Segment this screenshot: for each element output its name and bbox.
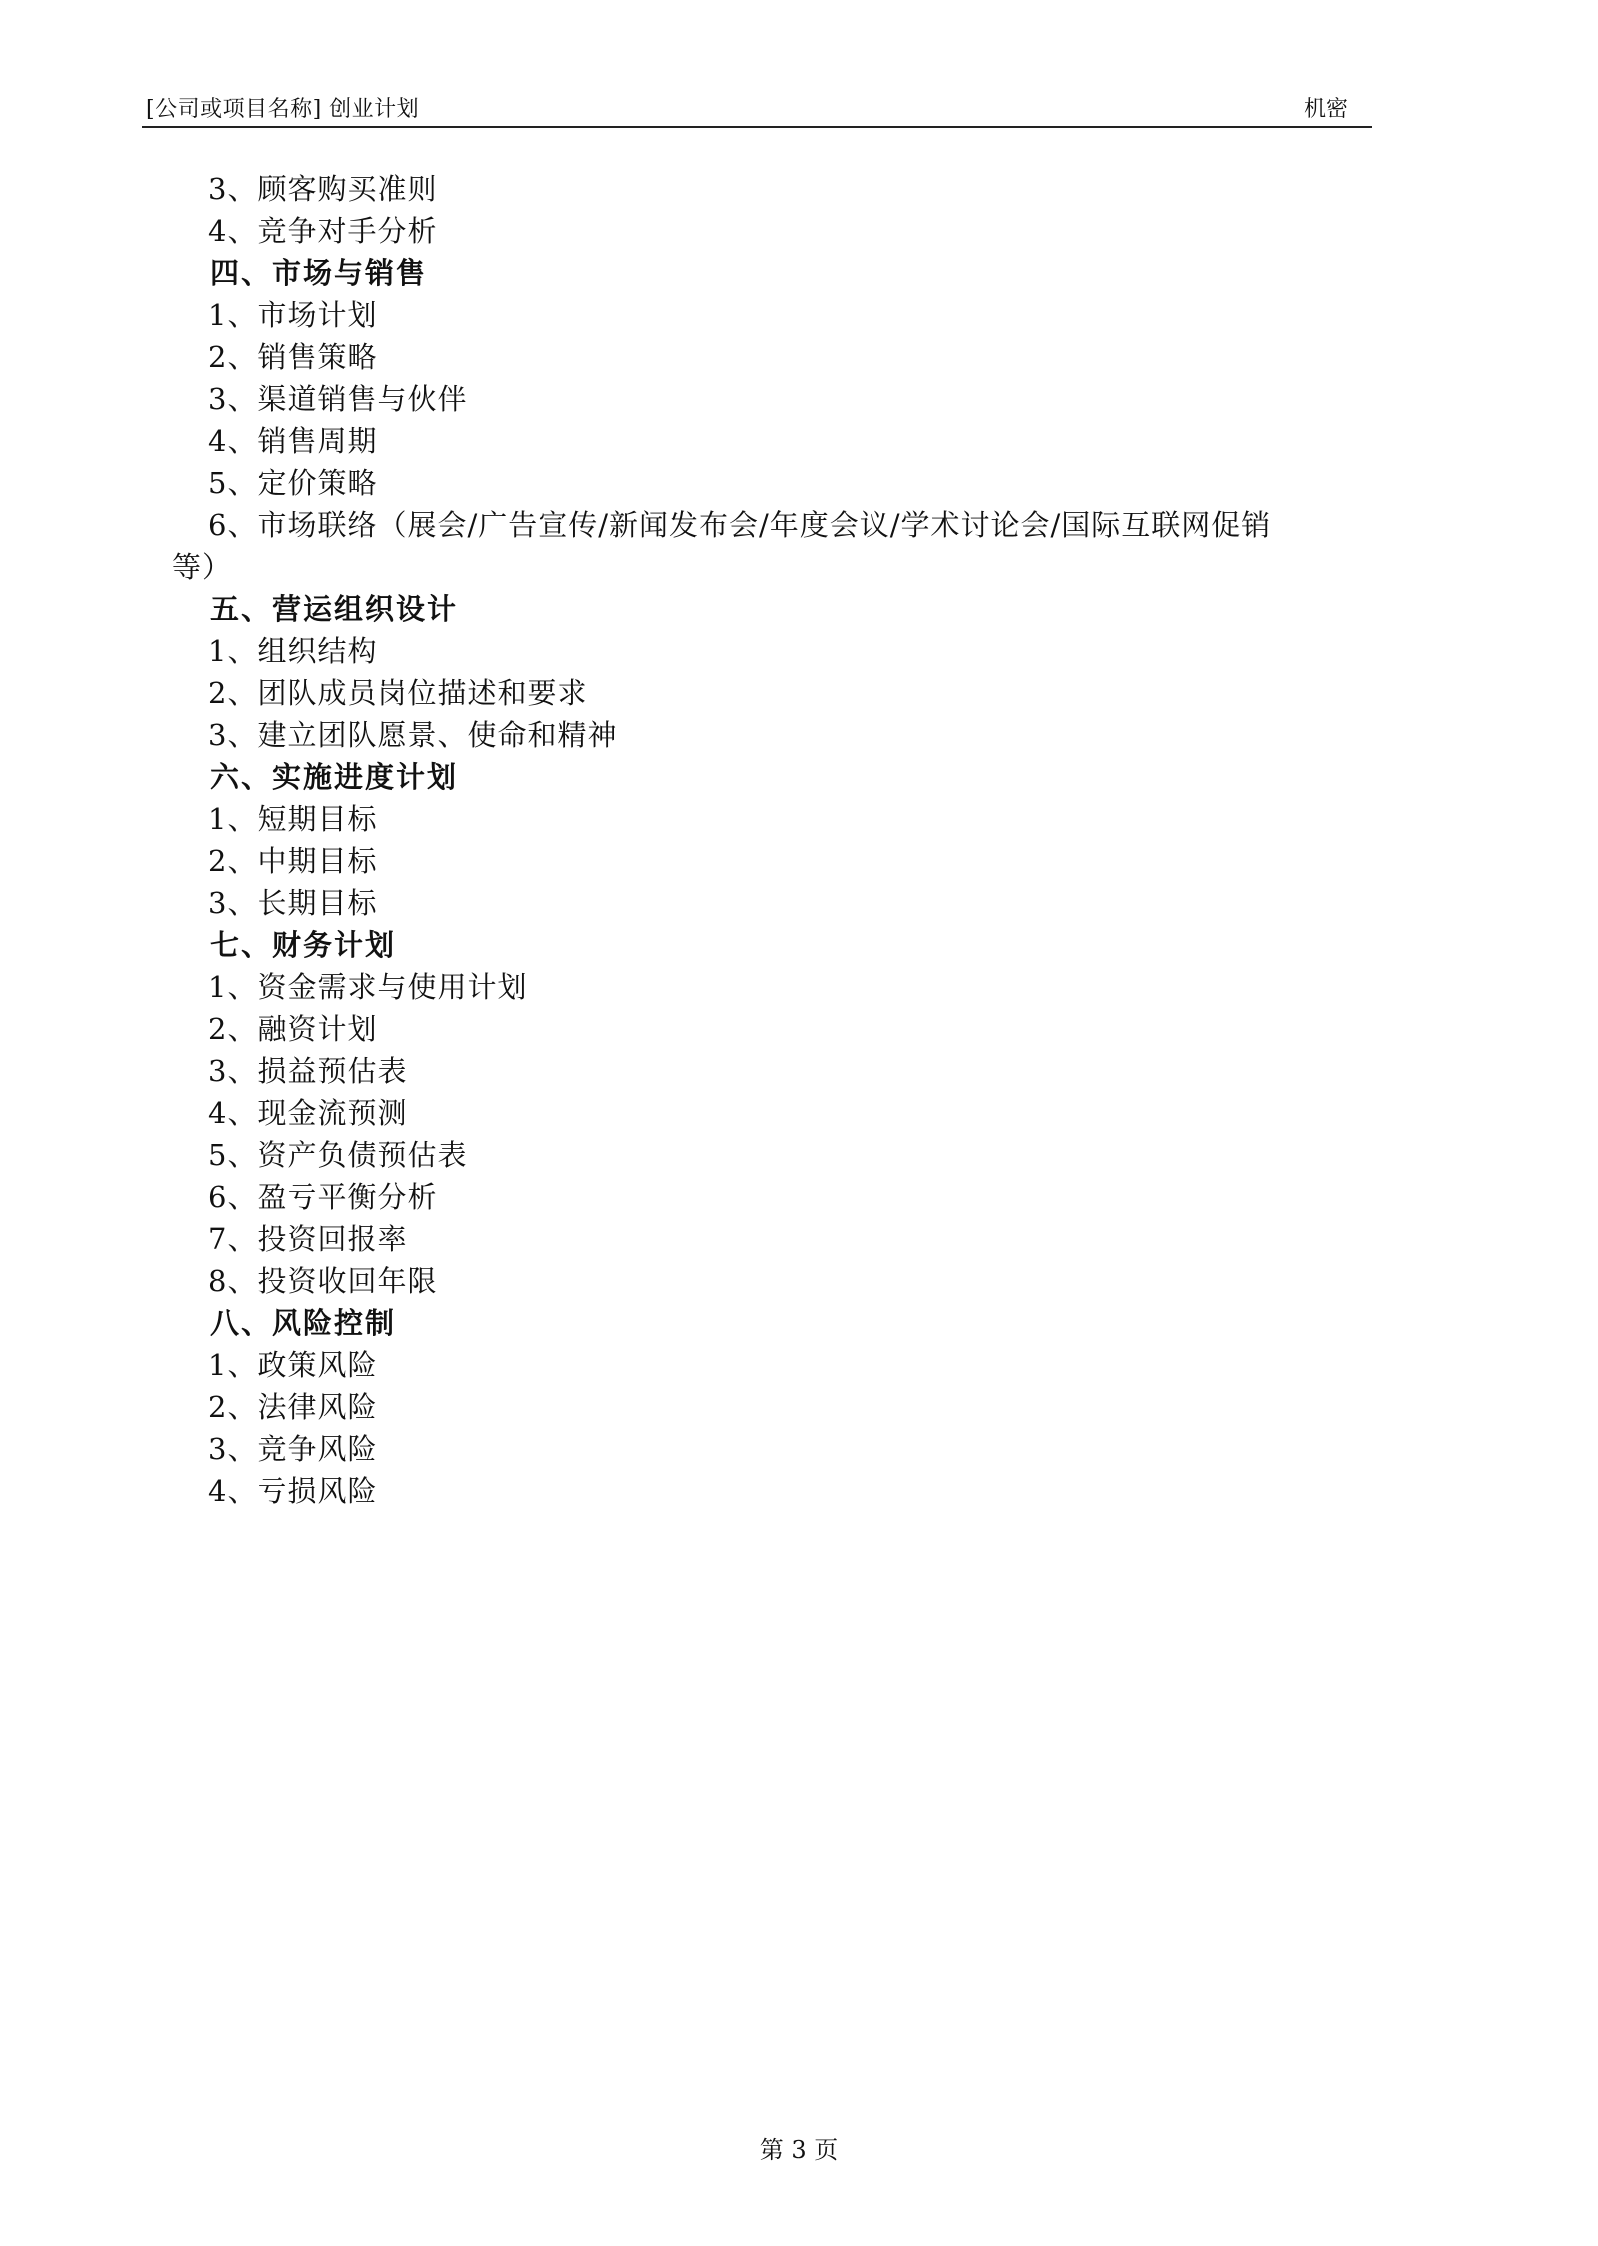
list-item: 2、融资计划 [208,1012,378,1046]
list-item: 2、法律风险 [208,1390,378,1424]
list-item: 4、竞争对手分析 [208,214,438,248]
list-item: 3、顾客购买准则 [208,172,438,206]
page-header [142,90,1372,128]
list-item-continuation: 等） [172,550,233,584]
list-item: 4、销售周期 [208,424,378,458]
list-item: 2、销售策略 [208,340,378,374]
document-title: [公司或项目名称] 创业计划 [146,97,420,122]
list-item: 3、渠道销售与伙伴 [208,382,468,416]
list-item: 2、团队成员岗位描述和要求 [208,676,588,710]
section-heading: 四、市场与销售 [210,256,428,290]
list-item: 7、投资回报率 [208,1222,408,1256]
section-heading: 八、风险控制 [210,1306,397,1340]
section-heading: 七、财务计划 [210,928,397,962]
list-item: 1、资金需求与使用计划 [208,970,528,1004]
list-item: 1、市场计划 [208,298,378,332]
list-item: 3、建立团队愿景、使命和精神 [208,718,618,752]
list-item: 1、组织结构 [208,634,378,668]
list-item: 4、现金流预测 [208,1096,408,1130]
list-item: 4、亏损风险 [208,1474,378,1508]
section-heading: 五、营运组织设计 [210,592,459,626]
page-number: 第 3 页 [759,2136,839,2164]
list-item: 1、短期目标 [208,802,378,836]
list-item: 5、定价策略 [208,466,378,500]
list-item: 8、投资收回年限 [208,1264,438,1298]
list-item: 5、资产负债预估表 [208,1138,468,1172]
section-heading: 六、实施进度计划 [210,760,459,794]
table-of-contents [172,168,1372,1512]
list-item: 3、竞争风险 [208,1432,378,1466]
list-item: 2、中期目标 [208,844,378,878]
list-item: 3、损益预估表 [208,1054,408,1088]
list-item: 6、市场联络（展会/广告宣传/新闻发布会/年度会议/学术讨论会/国际互联网促销 [208,508,1272,542]
list-item: 1、政策风险 [208,1348,378,1382]
confidential-label: 机密 [1303,97,1348,122]
list-item: 6、盈亏平衡分析 [208,1180,438,1214]
list-item: 3、长期目标 [208,886,378,920]
